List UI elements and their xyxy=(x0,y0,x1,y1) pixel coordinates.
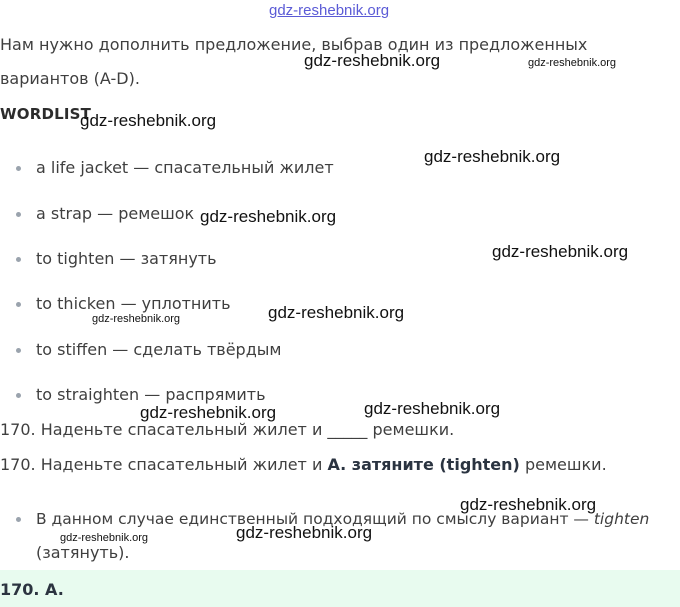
answer-box xyxy=(0,570,680,607)
explanation-italic-word: tighten xyxy=(593,510,650,528)
watermark: gdz-reshebnik.org xyxy=(92,313,181,325)
wordlist-heading: WORDLIST xyxy=(0,105,92,123)
watermark-top-link[interactable]: gdz-reshebnik.org xyxy=(269,2,390,19)
explanation-text: В данном случае единственный подходящий по смыслу вариант — xyxy=(36,510,594,528)
bullet-icon xyxy=(16,393,21,398)
watermark: gdz-reshebnik.org xyxy=(364,399,501,418)
list-item: a strap — ремешок xyxy=(36,204,195,223)
bullet-icon xyxy=(16,166,21,171)
watermark: gdz-reshebnik.org xyxy=(460,495,597,514)
watermark: gdz-reshebnik.org xyxy=(236,523,373,542)
watermark: gdz-reshebnik.org xyxy=(304,51,441,70)
bullet-icon xyxy=(16,302,21,307)
final-answer: 170. A. xyxy=(0,580,64,599)
watermark: gdz-reshebnik.org xyxy=(60,532,149,544)
solution-answer: A. затяните (tighten) xyxy=(327,455,520,474)
list-item: a life jacket — спасательный жилет xyxy=(36,158,334,177)
watermark: gdz-reshebnik.org xyxy=(200,207,337,226)
solution-suffix: ремешки. xyxy=(519,455,607,474)
solution-sentence xyxy=(0,455,607,475)
watermark: gdz-reshebnik.org xyxy=(140,403,277,422)
intro-line-2: вариантов (A-D). xyxy=(0,69,140,88)
list-item: to straighten — распрямить xyxy=(36,385,266,404)
watermark: gdz-reshebnik.org xyxy=(492,242,629,261)
bullet-icon xyxy=(16,212,21,217)
list-item: to thicken — уплотнить xyxy=(36,294,231,313)
explanation-line-2: (затянуть). xyxy=(36,543,130,562)
watermark: gdz-reshebnik.org xyxy=(268,303,405,322)
list-item: to tighten — затянуть xyxy=(36,249,217,268)
bullet-icon xyxy=(16,348,21,353)
bullet-icon xyxy=(16,517,21,522)
watermark: gdz-reshebnik.org xyxy=(424,147,561,166)
intro-line-1: Нам нужно дополнить предложение, выбрав один из предложенных xyxy=(0,35,588,54)
task-sentence: 170. Наденьте спасательный жилет и _____ ремешки. xyxy=(0,420,455,439)
watermark: gdz-reshebnik.org xyxy=(80,111,217,130)
list-item: to stiffen — сделать твёрдым xyxy=(36,340,282,359)
watermark: gdz-reshebnik.org xyxy=(528,57,617,69)
solution-prefix: 170. Наденьте спасательный жилет и xyxy=(0,455,328,474)
bullet-icon xyxy=(16,257,21,262)
